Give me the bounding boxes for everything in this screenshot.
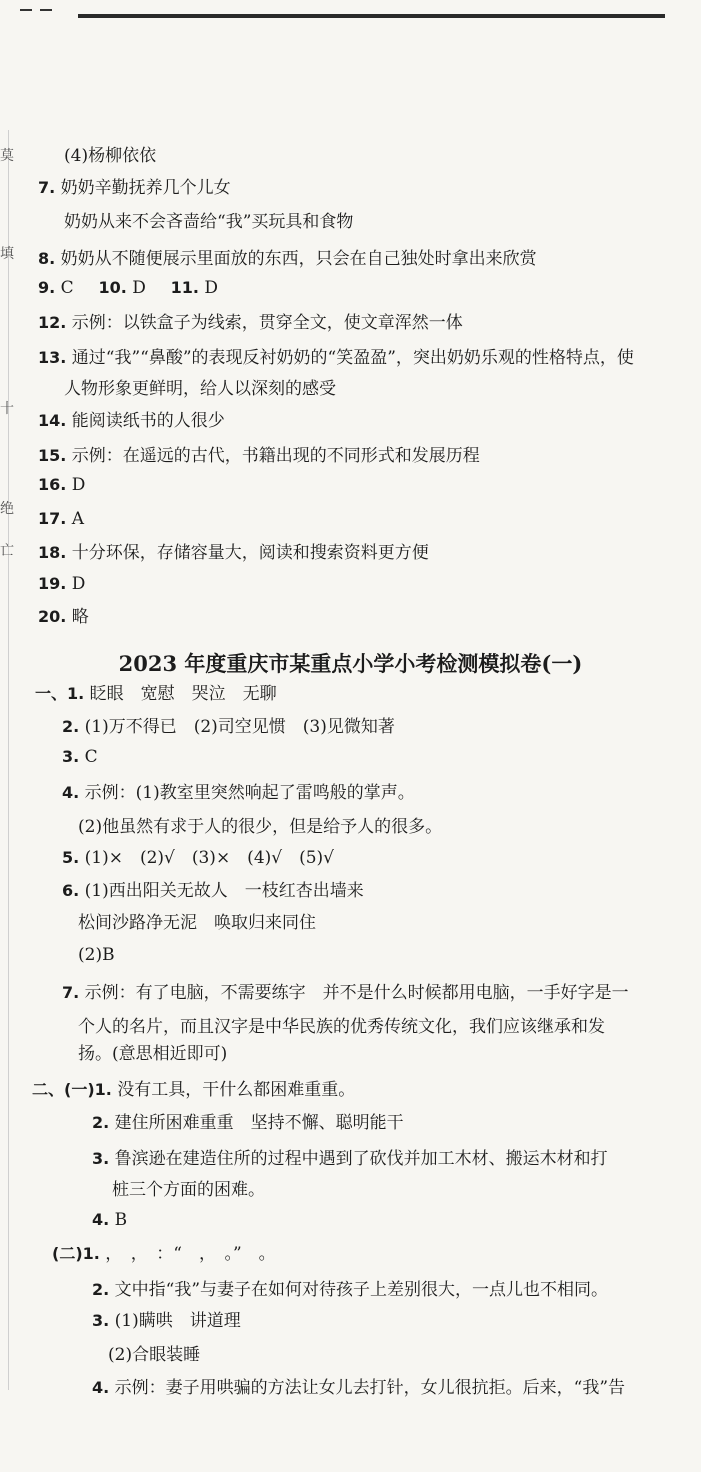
answer-text: C [84, 747, 98, 767]
answer-text: C [60, 278, 74, 298]
question-number: 18. [38, 543, 67, 562]
question-number: 4. [92, 1210, 110, 1229]
answer-item [62, 985, 629, 1002]
answer-text: D [204, 278, 219, 298]
answer-item [38, 180, 231, 197]
answer-item [38, 545, 429, 562]
answer-item [38, 609, 89, 626]
answer-text: ， ， ：“ ， 。” 。 [105, 1244, 276, 1264]
answer-item [62, 749, 98, 766]
question-number: 5. [62, 848, 80, 867]
answer-item [92, 1380, 625, 1397]
header-rule [78, 14, 665, 18]
binding-margin-rule [8, 130, 9, 1390]
answer-item [38, 413, 225, 430]
answer-text: D [71, 574, 86, 594]
answer-text: (1)瞒哄 讲道理 [114, 1311, 241, 1331]
answer-text: 能阅读纸书的人很少 [71, 411, 225, 431]
question-number: 3. [92, 1311, 110, 1330]
answer-item [92, 1151, 608, 1168]
answer-line: 松间沙路净无泥 唤取归来同住 [78, 913, 316, 933]
answer-item [38, 315, 463, 332]
answer-line: 扬。(意思相近即可) [78, 1044, 228, 1064]
answer-text: (1)西出阳关无故人 一枝红杏出墙来 [84, 881, 364, 901]
question-number: 7. [62, 983, 80, 1002]
answer-text: 奶奶从不随便展示里面放的东西，只会在自己独处时拿出来欣赏 [60, 249, 537, 269]
answer-line: 奶奶从来不会吝啬给“我”买玩具和食物 [64, 212, 354, 232]
answer-item [38, 350, 634, 367]
answer-item [92, 1282, 608, 1299]
question-number: 8. [38, 249, 56, 268]
answer-text: 示例：有了电脑，不需要练字 并不是什么时候都用电脑，一手好字是一 [84, 983, 629, 1003]
answer-item [52, 1246, 276, 1263]
answer-text: 没有工具，干什么都困难重重。 [117, 1080, 356, 1100]
question-number: 11. [170, 278, 199, 297]
question-number: 15. [38, 446, 67, 465]
margin-mark: 绝 [0, 501, 14, 517]
question-number: 1. [67, 684, 85, 703]
margin-mark: 亡 [0, 543, 14, 559]
part-label: 二、(一) [32, 1080, 95, 1099]
answer-line: (2)他虽然有求于人的很少，但是给予人的很多。 [78, 817, 443, 837]
answer-text: A [71, 509, 85, 529]
answer-item [35, 686, 277, 703]
question-number: 17. [38, 509, 67, 528]
question-number: 19. [38, 574, 67, 593]
answer-item [38, 511, 84, 528]
answer-text: 通过“我”“鼻酸”的表现反衬奶奶的“笑盈盈”，突出奶奶乐观的性格特点，使 [71, 348, 634, 368]
answer-item [92, 1115, 404, 1132]
question-number: 1. [94, 1080, 112, 1099]
exam-title: 2023 年度重庆市某重点小学小考检测模拟卷(一) [118, 651, 583, 676]
question-number: 4. [62, 783, 80, 802]
answer-item [38, 576, 85, 593]
answer-line: (2)B [78, 945, 115, 965]
answer-line: (4)杨柳依依 [64, 146, 157, 166]
question-number: 12. [38, 313, 67, 332]
answer-text: 示例：在遥远的古代，书籍出现的不同形式和发展历程 [71, 446, 480, 466]
answer-item [38, 280, 218, 297]
part-label: 一、 [35, 684, 68, 703]
question-number: 4. [92, 1378, 110, 1397]
question-number: 3. [62, 747, 80, 766]
answer-item [62, 719, 395, 736]
answer-item [62, 785, 415, 802]
answer-text: 十分环保，存储容量大，阅读和搜索资料更方便 [71, 543, 429, 563]
answer-text: (1)× (2)√ (3)× (4)√ (5)√ [84, 848, 335, 868]
answer-line: (2)合眼装睡 [108, 1345, 201, 1365]
answer-text: D [132, 278, 146, 298]
answer-text: 略 [71, 607, 89, 627]
question-number: 14. [38, 411, 67, 430]
question-number: 1. [82, 1244, 100, 1263]
answer-item [38, 477, 85, 494]
answer-text: 奶奶辛勤抚养几个儿女 [60, 178, 231, 198]
answer-text: 建住所困难重重 坚持不懈、聪明能干 [114, 1113, 404, 1133]
question-number: 9. [38, 278, 56, 297]
answer-text: D [71, 475, 86, 495]
answer-line: 桩三个方面的困难。 [112, 1180, 265, 1200]
header-dash [20, 9, 32, 11]
answer-item [92, 1212, 127, 1229]
question-number: 2. [62, 717, 80, 736]
answer-item [38, 251, 537, 268]
answer-item [32, 1082, 355, 1099]
question-number: 2. [92, 1280, 110, 1299]
question-number: 6. [62, 881, 80, 900]
question-number: 2. [92, 1113, 110, 1132]
question-number: 16. [38, 475, 67, 494]
answer-text: (1)万不得已 (2)司空见惯 (3)见微知著 [84, 717, 395, 737]
question-number: 7. [38, 178, 56, 197]
answer-text: 眨眼 宽慰 哭泣 无聊 [89, 684, 277, 704]
answer-item [38, 448, 480, 465]
answer-item [92, 1313, 241, 1330]
header-dash [40, 9, 52, 11]
answer-item [62, 883, 364, 900]
answer-line: 人物形象更鲜明，给人以深刻的感受 [64, 379, 336, 399]
answer-text: 鲁滨逊在建造住所的过程中遇到了砍伐并加工木材、搬运木材和打 [114, 1149, 608, 1169]
answer-text: B [114, 1210, 128, 1230]
answer-text: 示例：妻子用哄骗的方法让女儿去打针，女儿很抗拒。后来，“我”告 [114, 1378, 626, 1398]
question-number: 13. [38, 348, 67, 367]
answer-item [62, 850, 334, 867]
margin-mark: 十 [0, 401, 14, 417]
part-label: (二) [52, 1244, 83, 1263]
answer-text: 文中指“我”与妻子在如何对待孩子上差别很大，一点儿也不相同。 [114, 1280, 609, 1300]
answer-line: 个人的名片，而且汉字是中华民族的优秀传统文化，我们应该继承和发 [78, 1017, 605, 1037]
question-number: 20. [38, 607, 67, 626]
margin-mark: 填 [0, 246, 14, 262]
question-number: 3. [92, 1149, 110, 1168]
margin-mark: 莫 [0, 148, 14, 164]
answer-text: 示例：(1)教室里突然响起了雷鸣般的掌声。 [84, 783, 415, 803]
question-number: 10. [98, 278, 127, 297]
answer-text: 示例：以铁盒子为线索，贯穿全文，使文章浑然一体 [71, 313, 463, 333]
